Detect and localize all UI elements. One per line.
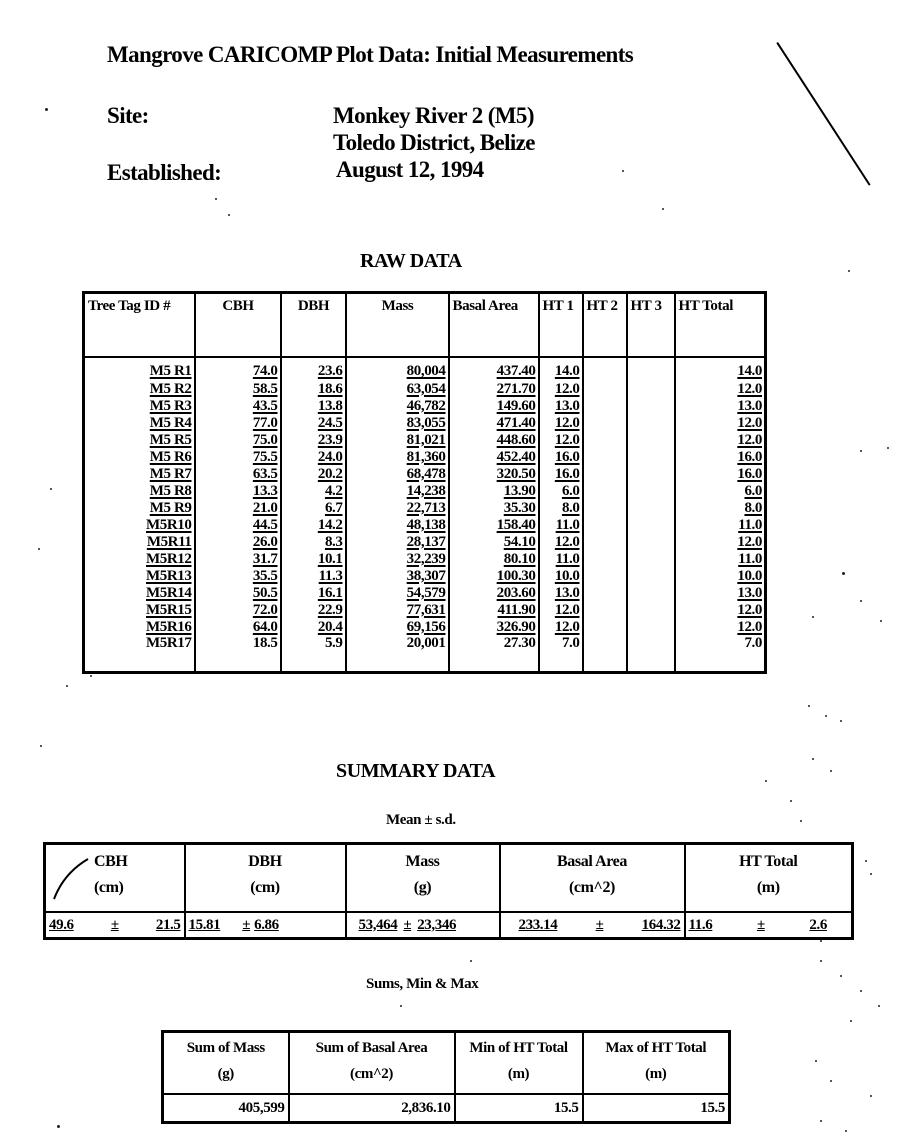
cell-ht-total: 16.0 [675, 465, 766, 482]
cell-basal-area: 80.10 [449, 550, 539, 567]
cell-ht-total: 11.0 [675, 516, 766, 533]
cell-dbh: 23.6 [281, 357, 346, 380]
cell-dbh: 20.4 [281, 618, 346, 635]
totals-heading: Sums, Min & Max [366, 976, 479, 992]
cell-cbh: 43.5 [195, 397, 281, 414]
cell-basal-area: 35.30 [449, 499, 539, 516]
cell-ht3 [627, 448, 675, 465]
scan-speck [812, 758, 814, 760]
document-title: Mangrove CARICOMP Plot Data: Initial Measurements [107, 42, 634, 67]
cell-dbh: 4.2 [281, 482, 346, 499]
cell-tree-tag: M5R12 [84, 550, 195, 567]
scan-speck [470, 960, 472, 962]
cell-mass: 46,782 [346, 397, 449, 414]
cell-dbh: 13.8 [281, 397, 346, 414]
cell-ht-total: 12.0 [675, 533, 766, 550]
cell-cbh: 18.5 [195, 635, 281, 673]
scan-speck [765, 780, 767, 782]
table-row [84, 397, 766, 414]
table-row [84, 357, 766, 380]
cell-ht-total: 13.0 [675, 584, 766, 601]
cell-mass: 63,054 [346, 380, 449, 397]
col-header-ht3: HT 3 [627, 293, 675, 358]
cell-ht1: 16.0 [539, 465, 583, 482]
cell-dbh: 22.9 [281, 601, 346, 618]
summary-col-mass-name: Mass [405, 853, 440, 870]
cell-ht2 [583, 533, 627, 550]
cell-cbh: 13.3 [195, 482, 281, 499]
cell-ht2 [583, 584, 627, 601]
cell-ht1: 6.0 [539, 482, 583, 499]
summary-value-cbh [45, 912, 185, 939]
cell-ht2 [583, 448, 627, 465]
scan-speck [845, 1130, 847, 1132]
cell-ht1: 10.0 [539, 567, 583, 584]
scan-speck [215, 198, 217, 200]
cell-cbh: 75.0 [195, 431, 281, 448]
plus-minus: ± [403, 916, 412, 933]
scan-speck [815, 1060, 817, 1062]
cell-ht3 [627, 499, 675, 516]
table-row [84, 499, 766, 516]
totals-col-sum-mass [163, 1032, 289, 1095]
totals-header-row [163, 1032, 730, 1095]
cell-ht2 [583, 465, 627, 482]
cell-mass: 81,360 [346, 448, 449, 465]
cell-cbh: 35.5 [195, 567, 281, 584]
cell-basal-area: 437.40 [449, 357, 539, 380]
cell-ht3 [627, 380, 675, 397]
summary-col-cbh-unit: (cm) [94, 879, 124, 896]
totals-col-min-ht-unit: (m) [507, 1066, 530, 1082]
cell-ht-total: 8.0 [675, 499, 766, 516]
table-row [84, 550, 766, 567]
cell-ht1: 8.0 [539, 499, 583, 516]
scan-speck [90, 675, 92, 677]
scan-speck [848, 270, 850, 272]
table-row [84, 380, 766, 397]
scan-speck [880, 620, 882, 622]
cell-ht3 [627, 550, 675, 567]
summary-header-row [45, 844, 853, 913]
summary-col-basal-name: Basal Area [557, 853, 627, 870]
table-row [84, 601, 766, 618]
cell-dbh: 20.2 [281, 465, 346, 482]
cell-dbh: 18.6 [281, 380, 346, 397]
cell-tree-tag: M5 R8 [84, 482, 195, 499]
table-row [84, 414, 766, 431]
cell-tree-tag: M5R15 [84, 601, 195, 618]
sd-value: 23,346 [417, 916, 457, 933]
scan-speck [870, 1095, 872, 1097]
cell-ht2 [583, 357, 627, 380]
scan-speck [860, 600, 862, 602]
established-date: August 12, 1994 [336, 157, 484, 182]
cell-dbh: 24.0 [281, 448, 346, 465]
cell-tree-tag: M5 R1 [84, 357, 195, 380]
cell-ht3 [627, 601, 675, 618]
cell-mass: 38,307 [346, 567, 449, 584]
col-header-ht-total: HT Total [675, 293, 766, 358]
cell-cbh: 26.0 [195, 533, 281, 550]
cell-dbh: 14.2 [281, 516, 346, 533]
cell-cbh: 64.0 [195, 618, 281, 635]
cell-dbh: 23.9 [281, 431, 346, 448]
col-header-mass: Mass [346, 293, 449, 358]
sd-value: 21.5 [155, 916, 181, 933]
scan-speck [400, 1005, 402, 1007]
table-row [84, 448, 766, 465]
cell-ht2 [583, 431, 627, 448]
scan-speck [50, 488, 52, 490]
scan-speck [830, 770, 832, 772]
cell-cbh: 21.0 [195, 499, 281, 516]
scan-speck [825, 715, 827, 717]
cell-cbh: 58.5 [195, 380, 281, 397]
scan-speck [887, 447, 889, 449]
cell-tree-tag: M5R17 [84, 635, 195, 673]
cell-ht-total: 12.0 [675, 618, 766, 635]
cell-ht1: 16.0 [539, 448, 583, 465]
cell-ht-total: 13.0 [675, 397, 766, 414]
cell-ht1: 13.0 [539, 397, 583, 414]
table-row [84, 635, 766, 673]
cell-mass: 77,631 [346, 601, 449, 618]
cell-ht1: 12.0 [539, 533, 583, 550]
scan-speck [840, 720, 842, 722]
summary-col-cbh-name: CBH [94, 853, 128, 870]
cell-mass: 69,156 [346, 618, 449, 635]
cell-ht3 [627, 431, 675, 448]
totals-col-sum-mass-unit: (g) [217, 1066, 234, 1082]
mean-value: 53,464 [358, 916, 398, 933]
cell-ht-total: 12.0 [675, 414, 766, 431]
cell-tree-tag: M5 R4 [84, 414, 195, 431]
summary-subheading: Mean ± s.d. [386, 812, 456, 828]
scan-speck [840, 975, 842, 977]
totals-col-sum-mass-name: Sum of Mass [186, 1040, 265, 1056]
scan-line [776, 42, 870, 186]
scan-speck [66, 685, 68, 687]
totals-values-row [163, 1094, 730, 1123]
scan-speck [812, 616, 814, 618]
plus-minus: ± [756, 916, 765, 933]
scan-speck [662, 208, 664, 210]
table-row [84, 584, 766, 601]
cell-tree-tag: M5R10 [84, 516, 195, 533]
cell-ht1: 14.0 [539, 357, 583, 380]
totals-value-max-ht: 15.5 [583, 1094, 730, 1123]
cell-tree-tag: M5R11 [84, 533, 195, 550]
cell-ht2 [583, 380, 627, 397]
cell-cbh: 74.0 [195, 357, 281, 380]
scan-speck [842, 572, 845, 575]
cell-mass: 48,138 [346, 516, 449, 533]
summary-col-dbh-name: DBH [248, 853, 282, 870]
scan-speck [45, 108, 48, 111]
summary-col-ht-unit: (m) [756, 879, 780, 896]
scan-speck [622, 170, 624, 172]
site-district: Toledo District, Belize [333, 130, 535, 155]
totals-value-sum-mass: 405,599 [163, 1094, 289, 1123]
scan-speck [228, 214, 230, 216]
totals-col-sum-basal [289, 1032, 455, 1095]
cell-tree-tag: M5 R6 [84, 448, 195, 465]
cell-basal-area: 326.90 [449, 618, 539, 635]
cell-cbh: 63.5 [195, 465, 281, 482]
cell-ht3 [627, 465, 675, 482]
cell-mass: 14,238 [346, 482, 449, 499]
cell-cbh: 77.0 [195, 414, 281, 431]
table-row [84, 618, 766, 635]
table-row [84, 431, 766, 448]
cell-dbh: 16.1 [281, 584, 346, 601]
cell-cbh: 44.5 [195, 516, 281, 533]
cell-tree-tag: M5 R7 [84, 465, 195, 482]
cell-ht2 [583, 414, 627, 431]
site-name: Monkey River 2 (M5) [333, 103, 534, 128]
table-row [84, 567, 766, 584]
summary-col-mass [346, 844, 500, 913]
cell-basal-area: 13.90 [449, 482, 539, 499]
mean-value: 49.6 [49, 916, 74, 933]
mean-value: 11.6 [688, 916, 713, 933]
cell-ht2 [583, 397, 627, 414]
scan-speck [800, 820, 802, 822]
col-header-ht1: HT 1 [539, 293, 583, 358]
cell-cbh: 72.0 [195, 601, 281, 618]
cell-ht2 [583, 499, 627, 516]
cell-ht3 [627, 618, 675, 635]
cell-ht3 [627, 533, 675, 550]
cell-ht-total: 7.0 [675, 635, 766, 673]
scan-speck [820, 960, 822, 962]
cell-ht2 [583, 618, 627, 635]
cell-basal-area: 27.30 [449, 635, 539, 673]
cell-mass: 81,021 [346, 431, 449, 448]
cell-ht2 [583, 516, 627, 533]
scan-speck [38, 548, 40, 550]
plus-minus: ± [595, 916, 604, 933]
cell-dbh: 11.3 [281, 567, 346, 584]
cell-basal-area: 100.30 [449, 567, 539, 584]
established-label: Established: [107, 160, 222, 185]
cell-tree-tag: M5R16 [84, 618, 195, 635]
totals-col-max-ht-name: Max of HT Total [605, 1040, 707, 1056]
summary-col-ht-total [685, 844, 853, 913]
summary-col-basal-unit: (cm^2) [569, 879, 615, 896]
cell-dbh: 5.9 [281, 635, 346, 673]
summary-value-basal-area [500, 912, 685, 939]
sd-value: 6.86 [254, 916, 279, 933]
scan-speck [830, 1080, 832, 1082]
totals-col-max-ht [583, 1032, 730, 1095]
totals-value-min-ht: 15.5 [455, 1094, 583, 1123]
cell-ht-total: 12.0 [675, 601, 766, 618]
summary-value-mass [346, 912, 500, 939]
totals-col-sum-basal-unit: (cm^2) [350, 1066, 393, 1082]
summary-col-dbh-unit: (cm) [250, 879, 280, 896]
cell-basal-area: 271.70 [449, 380, 539, 397]
scan-speck [57, 1125, 60, 1128]
cell-ht3 [627, 357, 675, 380]
cell-tree-tag: M5R13 [84, 567, 195, 584]
cell-basal-area: 448.60 [449, 431, 539, 448]
cell-basal-area: 411.90 [449, 601, 539, 618]
scan-speck [865, 860, 867, 862]
corner-slash-mark [52, 853, 92, 901]
cell-mass: 22,713 [346, 499, 449, 516]
totals-col-sum-basal-name: Sum of Basal Area [315, 1040, 428, 1056]
cell-tree-tag: M5 R5 [84, 431, 195, 448]
totals-table [161, 1030, 731, 1124]
cell-tree-tag: M5 R3 [84, 397, 195, 414]
summary-col-ht-name: HT Total [739, 853, 798, 870]
cell-ht2 [583, 567, 627, 584]
cell-ht-total: 6.0 [675, 482, 766, 499]
cell-ht1: 11.0 [539, 516, 583, 533]
scan-speck [820, 1120, 822, 1122]
cell-mass: 83,055 [346, 414, 449, 431]
cell-ht1: 12.0 [539, 601, 583, 618]
table-row [84, 516, 766, 533]
table-row [84, 465, 766, 482]
raw-data-heading: RAW DATA [360, 250, 462, 272]
summary-table [43, 842, 854, 940]
cell-ht-total: 16.0 [675, 448, 766, 465]
cell-ht1: 12.0 [539, 414, 583, 431]
col-header-dbh: DBH [281, 293, 346, 358]
scan-speck [820, 940, 822, 942]
totals-col-max-ht-unit: (m) [645, 1066, 667, 1082]
cell-ht3 [627, 567, 675, 584]
cell-ht1: 12.0 [539, 431, 583, 448]
table-row [84, 482, 766, 499]
cell-basal-area: 320.50 [449, 465, 539, 482]
summary-data-heading: SUMMARY DATA [336, 760, 496, 782]
scan-speck [878, 1005, 880, 1007]
sd-value: 2.6 [809, 916, 827, 933]
summary-values-row [45, 912, 853, 939]
cell-dbh: 6.7 [281, 499, 346, 516]
cell-ht-total: 14.0 [675, 357, 766, 380]
cell-ht3 [627, 482, 675, 499]
cell-mass: 54,579 [346, 584, 449, 601]
totals-value-sum-basal: 2,836.10 [289, 1094, 455, 1123]
scan-speck [40, 745, 42, 747]
scan-speck [850, 1020, 852, 1022]
cell-cbh: 31.7 [195, 550, 281, 567]
cell-dbh: 10.1 [281, 550, 346, 567]
cell-tree-tag: M5 R2 [84, 380, 195, 397]
site-label: Site: [107, 103, 149, 128]
raw-header-row [84, 293, 766, 358]
cell-ht3 [627, 397, 675, 414]
col-header-basal-area: Basal Area [449, 293, 539, 358]
cell-ht3 [627, 516, 675, 533]
cell-tree-tag: M5R14 [84, 584, 195, 601]
cell-ht2 [583, 635, 627, 673]
cell-cbh: 50.5 [195, 584, 281, 601]
cell-mass: 80,004 [346, 357, 449, 380]
cell-mass: 32,239 [346, 550, 449, 567]
col-header-cbh: CBH [195, 293, 281, 358]
summary-value-ht-total [685, 912, 853, 939]
cell-basal-area: 149.60 [449, 397, 539, 414]
scan-speck [790, 800, 792, 802]
summary-col-cbh [45, 844, 185, 913]
cell-ht-total: 10.0 [675, 567, 766, 584]
cell-ht1: 7.0 [539, 635, 583, 673]
cell-ht3 [627, 584, 675, 601]
col-header-ht2: HT 2 [583, 293, 627, 358]
scan-speck [870, 873, 872, 875]
raw-data-table [82, 291, 767, 674]
table-row [84, 533, 766, 550]
cell-mass: 68,478 [346, 465, 449, 482]
totals-col-min-ht [455, 1032, 583, 1095]
cell-ht-total: 11.0 [675, 550, 766, 567]
col-header-tree-tag: Tree Tag ID # [84, 293, 195, 358]
cell-ht1: 11.0 [539, 550, 583, 567]
plus-minus: ± [110, 916, 119, 933]
scan-speck [860, 990, 862, 992]
cell-mass: 28,137 [346, 533, 449, 550]
cell-ht2 [583, 601, 627, 618]
cell-ht-total: 12.0 [675, 431, 766, 448]
summary-col-mass-unit: (g) [413, 879, 432, 896]
cell-ht2 [583, 550, 627, 567]
cell-ht3 [627, 635, 675, 673]
summary-col-basal-area [500, 844, 685, 913]
mean-value: 233.14 [518, 916, 558, 933]
scan-speck [808, 705, 810, 707]
cell-ht3 [627, 414, 675, 431]
cell-basal-area: 203.60 [449, 584, 539, 601]
mean-value: 15.81 [188, 916, 221, 933]
cell-basal-area: 54.10 [449, 533, 539, 550]
cell-basal-area: 158.40 [449, 516, 539, 533]
cell-basal-area: 452.40 [449, 448, 539, 465]
cell-ht2 [583, 482, 627, 499]
cell-ht1: 12.0 [539, 618, 583, 635]
cell-dbh: 24.5 [281, 414, 346, 431]
cell-basal-area: 471.40 [449, 414, 539, 431]
cell-tree-tag: M5 R9 [84, 499, 195, 516]
summary-col-dbh [185, 844, 346, 913]
sd-value: 164.32 [641, 916, 681, 933]
cell-ht1: 12.0 [539, 380, 583, 397]
cell-ht-total: 12.0 [675, 380, 766, 397]
plus-minus: ± [242, 916, 251, 933]
totals-col-min-ht-name: Min of HT Total [469, 1040, 568, 1056]
cell-ht1: 13.0 [539, 584, 583, 601]
cell-mass: 20,001 [346, 635, 449, 673]
cell-dbh: 8.3 [281, 533, 346, 550]
scan-speck [860, 450, 862, 452]
cell-cbh: 75.5 [195, 448, 281, 465]
summary-value-dbh [185, 912, 346, 939]
